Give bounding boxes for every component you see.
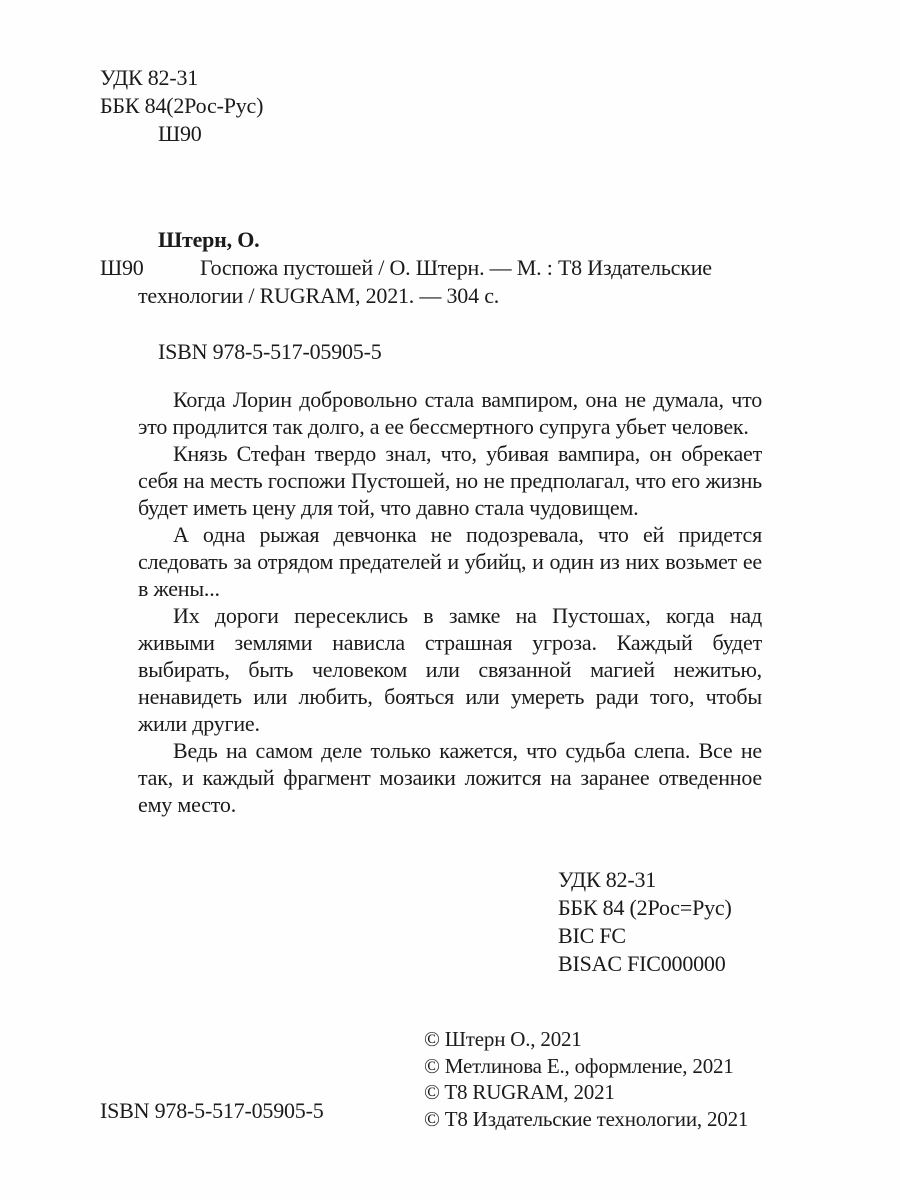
annotation-paragraph: Ведь на самом деле только кажется, что судьба слепа. Все не так, и каждый фрагмент мозаики ложится на заранее отведенное ему место. <box>138 738 762 817</box>
annotation-paragraph: Князь Стефан твердо знал, что, убивая вампира, он обрекает себя на месть госпожи Пустошей, но не предполагал, что его жизнь будет иметь цену для той, что давно стала чудовищем. <box>138 441 762 520</box>
catalog-author: Штерн, О. <box>158 227 260 252</box>
annotation-block <box>138 386 762 818</box>
udk-code: УДК 82-31 <box>100 65 199 90</box>
copyright-rugram: © T8 RUGRAM, 2021 <box>424 1080 615 1104</box>
copyright-publisher: © Т8 Издательские технологии, 2021 <box>424 1106 749 1131</box>
copyright-designer: © Метлинова Е., оформление, 2021 <box>424 1053 734 1078</box>
annotation-paragraph: А одна рыжая девчонка не подозревала, что ей придется следовать за отрядом предателей и убийц, и один из них возьмет ее в жены... <box>138 522 762 601</box>
catalog-author-sign: Ш90 <box>100 255 144 280</box>
classification-codes-block <box>558 866 732 978</box>
bbk-code: ББК 84(2Рос-Рус) <box>100 93 264 118</box>
catalog-record <box>0 254 900 310</box>
copyright-author: © Штерн О., 2021 <box>424 1027 582 1051</box>
catalog-record-line-2: технологии / RUGRAM, 2021. — 304 с. <box>138 283 500 308</box>
catalog-card <box>0 226 900 366</box>
catalog-record-line-1: Госпожа пустошей / О. Штерн. — М. : Т8 Издательские <box>200 255 712 280</box>
top-classification-block <box>100 64 263 148</box>
isbn-line: ISBN 978-5-517-05905-5 <box>158 339 382 364</box>
classification-udk: УДК 82-31 <box>558 867 657 892</box>
copyright-block <box>424 1026 748 1132</box>
annotation-paragraph: Когда Лорин добровольно стала вампиром, она не думала, что это продлится так долго, а ее бессмертного супруга убьет человек. <box>138 387 762 439</box>
annotation-paragraph: Их дороги пересеклись в замке на Пустошах, когда над живыми землями нависла страшная угроза. Каждый будет выбирать, быть человеком или связанной магией нежитью, ненавидеть или любить, бояться или умереть ради того, чтобы жили другие. <box>138 603 762 736</box>
author-sign-code: Ш90 <box>158 121 202 146</box>
classification-bbk: ББК 84 (2Рос=Рус) <box>558 895 732 920</box>
bottom-isbn-line: ISBN 978-5-517-05905-5 <box>100 1098 324 1123</box>
classification-bic: BIC FC <box>558 923 626 948</box>
classification-bisac: BISAC FIC000000 <box>558 951 726 976</box>
